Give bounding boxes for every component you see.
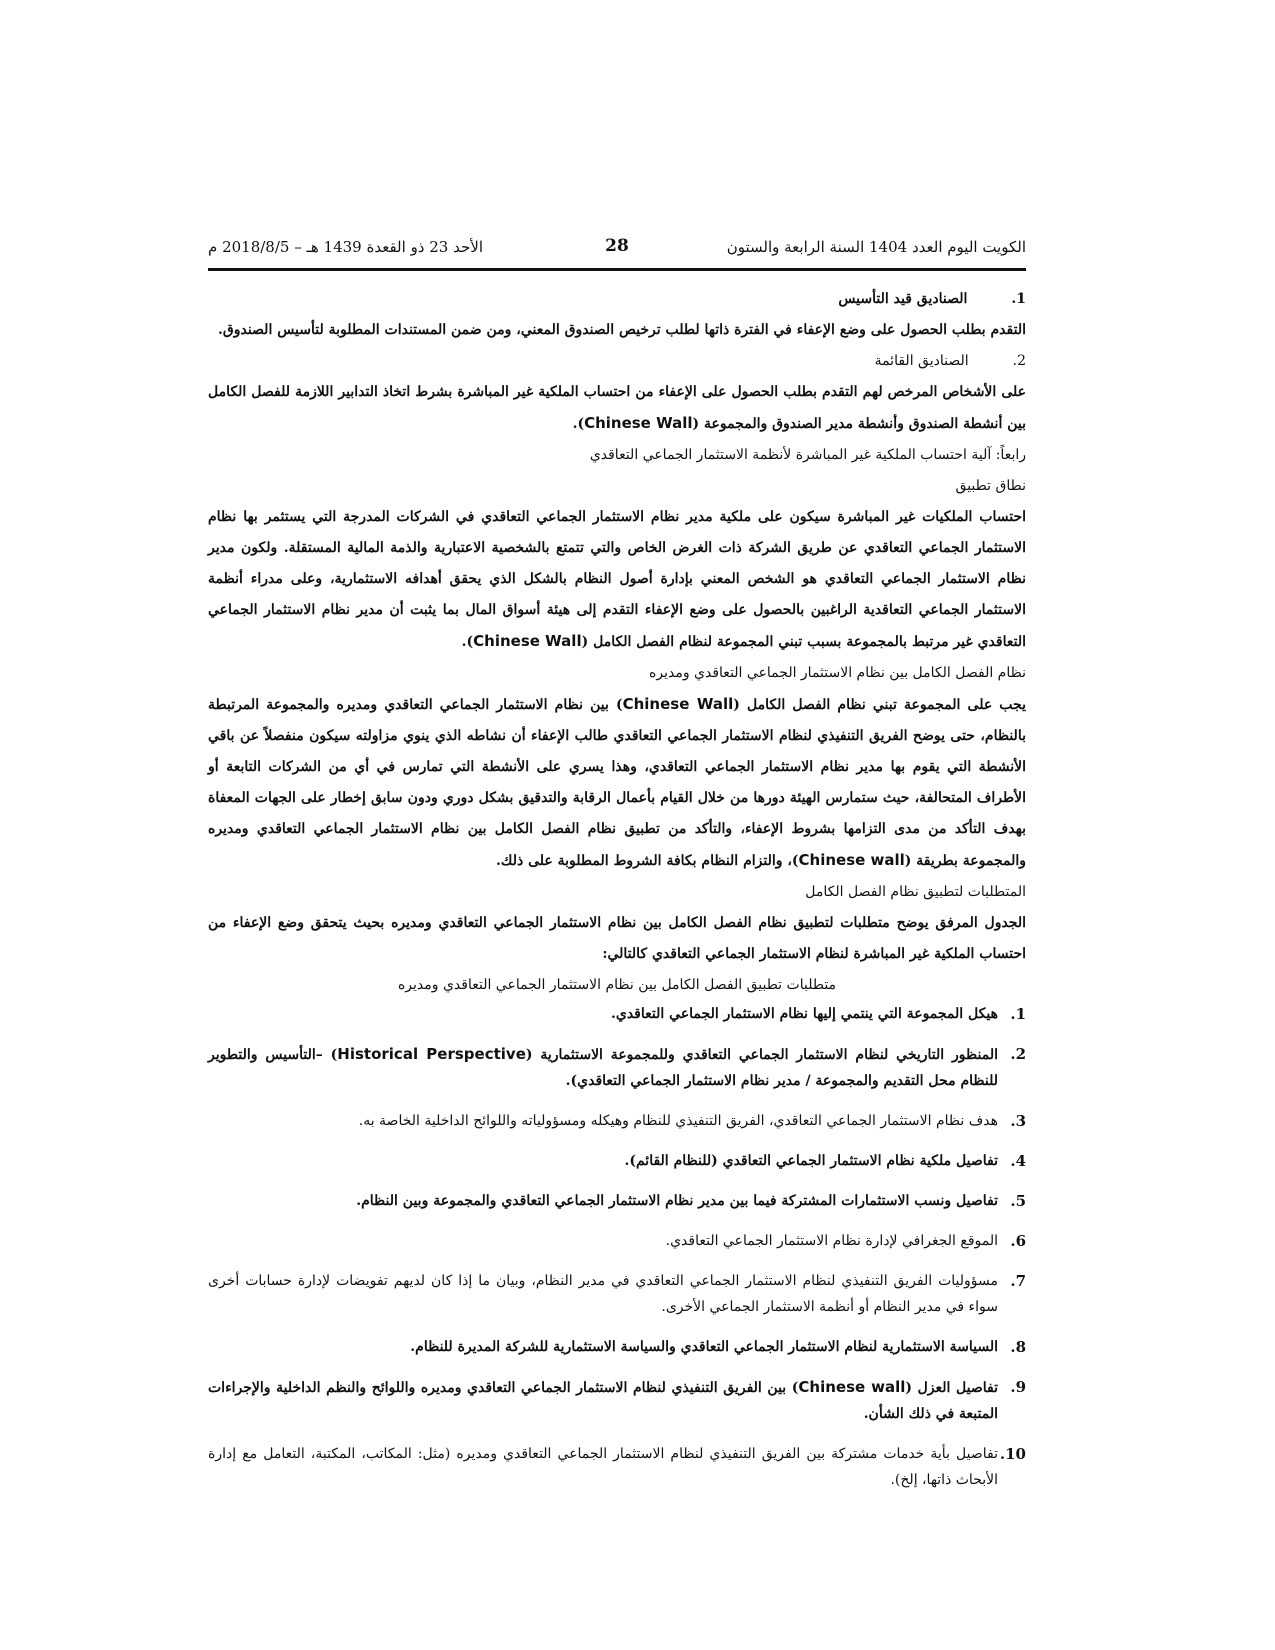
list-item-text: الموقع الجغرافي لإدارة نظام الاستثمار الجماعي التعاقدي. xyxy=(665,1233,998,1249)
list-item-text: تفاصيل ملكية نظام الاستثمار الجماعي التعاقدي (للنظام القائم). xyxy=(624,1153,998,1169)
separation-text-part: يجب على المجموعة تبني نظام الفصل الكامل ( xyxy=(733,697,1026,713)
scope-text-part: احتساب الملكيات غير المباشرة سيكون على ملكية مدير نظام الاستثمار الجماعي التعاقدي في الشركات المدرجة التي يستثمر بها نظام الاستثمار الجماعي التعاقدي عن طريق الشركة ذات الغرض الخاص والتي تتمتع بالشخصية الاعتبارية والذمة المالية المستقلة. ولكون مدير نظام الاستثمار الجماعي التعاقدي هو الشخص المعني بإدارة أصول النظام بالشكل الذي يحقق أهدافه الاستثمارية، وعلى مدراء أنظمة الاستثمار الجماعي التعاقدية الراغبين بالحصول على وضع الإعفاء التقدم إلى هيئة أسواق المال بما يثبت أن مدير نظام الاستثمار الجماعي التعاقدي غير مرتبط بالمجموعة بسبب تبني المجموعة لنظام الفصل الكامل ( xyxy=(208,509,1026,650)
page-number: 28 xyxy=(605,236,629,256)
list-item xyxy=(208,1374,1026,1427)
list-item xyxy=(208,1228,1026,1254)
list-item-text: السياسة الاستثمارية لنظام الاستثمار الجماعي التعاقدي والسياسة الاستثمارية للشركة المديرة للنظام. xyxy=(410,1339,998,1355)
separation-text-part: ) بين نظام الاستثمار الجماعي التعاقدي ومديره والمجموعة المرتبطة بالنظام، حتى يوضح الفريق التنفيذي لنظام الاستثمار الجماعي التعاقدي طالب الإعفاء أن نشاطه الذي ينوي مزاولته سيكون منفصلاً عن باقي الأنشطة التي يقوم بها مدير نظام الاستثمار الجماعي التعاقدي، وهذا يسري على الأنشطة التي تمارس في أي من الشركات التابعة أو الأطراف المتحالفة، حيث ستمارس الهيئة دورها من خلال القيام بأعمال الرقابة والتدقيق بشكل دوري ودون سابق إخطار على الجهات المعفاة بهدف التأكد من مدى التزامها بشروط الإعفاء، والتأكد من تطبيق نظام الفصل الكامل بين نظام الاستثمار الجماعي التعاقدي ومديره والمجموعة بطريقة ( xyxy=(208,697,1027,869)
list-item-number: 5. xyxy=(1010,1192,1026,1210)
list-item-text: تفاصيل ونسب الاستثمارات المشتركة فيما بين مدير نظام الاستثمار الجماعي التعاقدي والمجموعة وبين النظام. xyxy=(356,1193,998,1209)
list-item-number: 9. xyxy=(1010,1378,1026,1396)
list-item xyxy=(208,1334,1026,1360)
section-2-title: الصناديق القائمة xyxy=(874,353,969,369)
list-item-text: هيكل المجموعة التي ينتمي إليها نظام الاستثمار الجماعي التعاقدي. xyxy=(611,1006,998,1022)
header-date: الأحد 23 ذو القعدة 1439 هـ – 2018/8/5 م xyxy=(208,238,483,256)
list-item-number: 10. xyxy=(999,1445,1026,1463)
historical-perspective-term: Historical Perspective xyxy=(337,1045,526,1063)
section-2-text-end: ). xyxy=(572,416,585,432)
section-2-text-part: على الأشخاص المرخص لهم التقدم بطلب الحصول على الإعفاء من احتساب الملكية غير المباشرة بشرط اتخاذ التدابير اللازمة للفصل الكامل بين أنشطة الصندوق وأنشطة مدير الصندوق والمجموعة ( xyxy=(208,384,1026,432)
scope-text xyxy=(208,502,1026,658)
list-item-text: تفاصيل العزل ( xyxy=(905,1380,998,1396)
separation-text xyxy=(208,689,1026,877)
requirements-table-title: متطلبات تطبيق الفصل الكامل بين نظام الاستثمار الجماعي التعاقدي ومديره xyxy=(397,977,837,993)
list-item-text: المنظور التاريخي لنظام الاستثمار الجماعي التعاقدي وللمجموعة الاستثمارية ( xyxy=(525,1047,999,1063)
section-2-text xyxy=(208,377,1026,440)
requirements-list xyxy=(208,1001,1026,1493)
list-item-number: 6. xyxy=(1010,1232,1026,1250)
list-item xyxy=(208,1001,1026,1027)
list-item xyxy=(208,1441,1026,1493)
list-item-number: 2. xyxy=(1010,1045,1026,1063)
separation-text-end: )، والتزام النظام بكافة الشروط المطلوبة على ذلك. xyxy=(496,853,799,869)
section-2-number: 2. xyxy=(1012,353,1026,369)
list-item xyxy=(208,1268,1026,1320)
section-2-heading xyxy=(208,346,1026,377)
chinese-wall-term: Chinese Wall xyxy=(584,414,693,432)
scope-heading: نطاق تطبيق xyxy=(955,478,1026,494)
list-item-text: تفاصيل بأية خدمات مشتركة بين الفريق التنفيذي لنظام الاستثمار الجماعي التعاقدي ومديره (مثل: المكاتب، المكتبة، التعامل مع إدارة الأبحاث ذاتها، إلخ). xyxy=(208,1446,998,1488)
section-1-number: 1. xyxy=(1011,291,1026,307)
list-item-number: 7. xyxy=(1010,1272,1026,1290)
section-1-text: التقدم بطلب الحصول على وضع الإعفاء في الفترة ذاتها لطلب ترخيص الصندوق المعني، ومن ضمن المستندات المطلوبة لتأسيس الصندوق. xyxy=(217,322,1026,338)
fourth-heading: رابعاً: آلية احتساب الملكية غير المباشرة لأنظمة الاستثمار الجماعي التعاقدي xyxy=(589,447,1026,463)
list-item-text: ) بين الفريق التنفيذي لنظام الاستثمار الجماعي التعاقدي ومديره واللوائح والنظم الداخلية والإجراءات المتبعة في ذلك الشأن. xyxy=(208,1380,998,1422)
list-item xyxy=(208,1108,1026,1134)
list-item xyxy=(208,1041,1026,1094)
chinese-wall-term: Chinese wall xyxy=(798,851,905,869)
chinese-wall-term: Chinese Wall xyxy=(622,695,734,713)
requirements-text: الجدول المرفق يوضح متطلبات لتطبيق نظام الفصل الكامل بين نظام الاستثمار الجماعي التعاقدي ومديره بحيث يتحقق وضع الإعفاء من احتساب الملكية غير المباشرة لنظام الاستثمار الجماعي التعاقدي كالتالي: xyxy=(208,915,1026,962)
list-item-number: 8. xyxy=(1010,1338,1026,1356)
list-item-text: هدف نظام الاستثمار الجماعي التعاقدي، الفريق التنفيذي للنظام وهيكله ومسؤولياته واللوائح الداخلية الخاصة به. xyxy=(358,1113,998,1129)
gazette-page xyxy=(208,0,1026,1650)
chinese-wall-term: Chinese Wall xyxy=(473,632,582,650)
header-publication: الكويت اليوم العدد 1404 السنة الرابعة والستون xyxy=(726,238,1026,256)
separation-heading: نظام الفصل الكامل بين نظام الاستثمار الجماعي التعاقدي ومديره xyxy=(649,665,1026,681)
list-item-text: مسؤوليات الفريق التنفيذي لنظام الاستثمار الجماعي التعاقدي في مدير النظام، وبيان ما إذا كان لديهم تفويضات لإدارة حسابات أخرى سواء في مدير النظام أو أنظمة الاستثمار الجماعي الأخرى. xyxy=(208,1273,998,1315)
list-item xyxy=(208,1148,1026,1174)
list-item-number: 3. xyxy=(1010,1112,1026,1130)
requirements-heading: المتطلبات لتطبيق نظام الفصل الكامل xyxy=(805,884,1026,900)
list-item-text: ) –التأسيس والتطوير للنظام محل التقديم والمجموعة / مدير نظام الاستثمار الجماعي التعاقدي). xyxy=(208,1047,998,1089)
scope-text-end: ). xyxy=(461,634,474,650)
list-item xyxy=(208,1188,1026,1214)
section-1-heading xyxy=(208,284,1026,315)
list-item-number: 4. xyxy=(1010,1152,1026,1170)
page-header xyxy=(208,238,1026,264)
document-body xyxy=(208,284,1026,1507)
header-divider xyxy=(208,268,1026,271)
section-1-title: الصناديق قيد التأسيس xyxy=(838,291,968,307)
list-item-number: 1. xyxy=(1010,1005,1026,1023)
chinese-wall-term: Chinese wall xyxy=(798,1378,906,1396)
